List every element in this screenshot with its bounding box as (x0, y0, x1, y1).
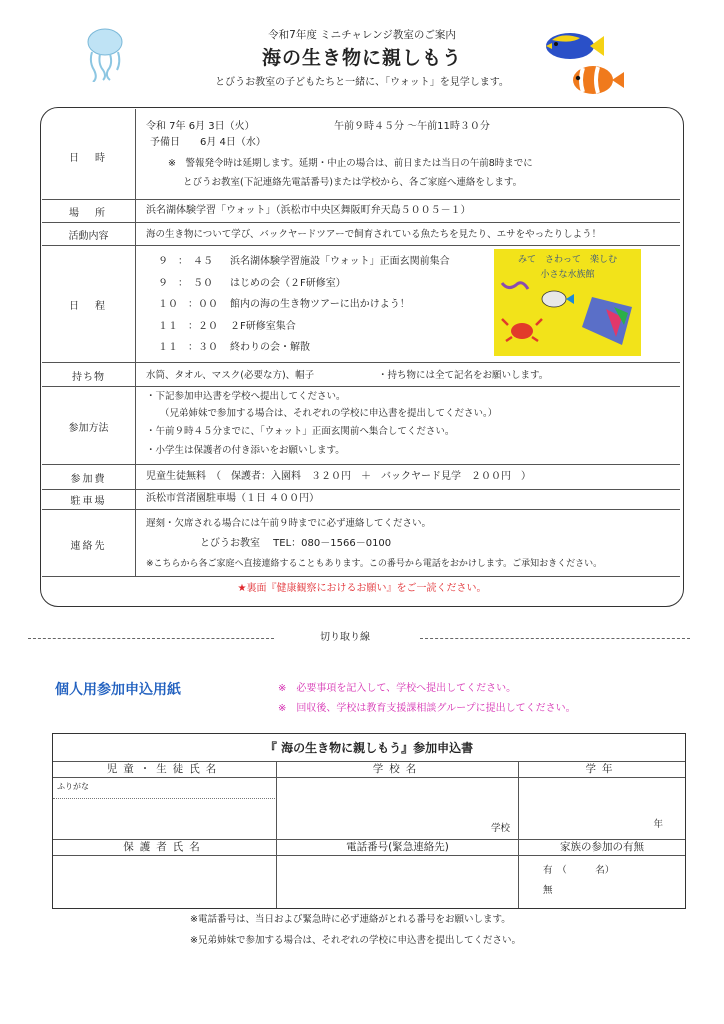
schedule-time: １１ ：２０ (158, 321, 218, 332)
activity-label: 活動内容 (68, 231, 109, 242)
contact-phone: とびうお教室 TEL：080－1566－0100 (200, 538, 392, 549)
schedule-text: ２F研修室集合 (230, 321, 296, 332)
row-divider (42, 489, 680, 490)
family-header: 家族の参加の有無 (519, 840, 685, 856)
school-suffix: 学校 (490, 823, 510, 834)
row-divider (42, 222, 680, 223)
method-line: ・午前９時４５分までに、「ウォット」正面玄関前へ集合してください。 (146, 426, 455, 437)
contact-line: ※こちらから各ご家庭へ直接連絡することもあります。この番号から電話をおかけします。ご承知おきください。 (146, 559, 603, 569)
schedule-time: ９ ： ４５ (158, 256, 213, 267)
family-field[interactable] (519, 856, 685, 908)
phone-field[interactable] (277, 856, 519, 908)
activity-value: 海の生き物について学び、バックヤードツアーで飼育されている魚たちを見たり、エサをやったりしよう！ (146, 229, 602, 240)
contact-label: 連絡先 (70, 541, 107, 552)
application-form (52, 733, 686, 909)
family-yes-option: 有 （ 名） (543, 865, 615, 876)
row-divider (42, 245, 680, 246)
health-notice: ★裏面『健康観察におけるお願い』をご一読ください。 (237, 583, 487, 594)
illustration-title: みて さわって 楽しむ (518, 255, 617, 265)
schedule-label: 日 程 (69, 301, 108, 312)
date-note-2: とびうお教室(下記連絡先電話番号)または学校から、各ご家庭へ連絡をします。 (183, 177, 523, 188)
parking-label: 駐車場 (70, 496, 107, 507)
place-label: 場 所 (69, 208, 108, 219)
sea-creatures-icon (494, 279, 641, 356)
grade-field[interactable] (519, 778, 685, 840)
guardian-name-header: 保護者氏名 (53, 840, 277, 856)
footnote-2: ※兄弟姉妹で参加する場合は、それぞれの学校に申込書を提出してください。 (190, 935, 521, 946)
row-divider (42, 576, 680, 577)
date-time: 午前９時４５分 ～午前11時３０分 (334, 121, 490, 132)
schedule-time: ９ ： ５０ (158, 278, 213, 289)
aquarium-illustration (494, 249, 641, 356)
items-label: 持ち物 (72, 372, 105, 383)
page-subtitle: 令和7年度 ミニチャレンジ教室のご案内 (268, 29, 456, 41)
parking-value: 浜松市営渚園駐車場（１日 ４００円） (146, 493, 320, 504)
page-title: 海の生き物に親しもう (261, 47, 462, 69)
row-divider (42, 386, 680, 387)
date-note-1: ※ 警報発令時は延期します。延期・中止の場合は、前日または当日の午前8時までに (168, 158, 533, 169)
method-line: （兄弟姉妹で参加する場合は、それぞれの学校に申込書を提出してください。） (160, 408, 498, 419)
grade-header: 学年 (519, 762, 685, 778)
method-line: ・下記参加申込書を学校へ提出してください。 (146, 391, 346, 402)
page-description: とびうお教室の子どもたちと一緒に、「ウォット」を見学します。 (215, 77, 509, 88)
method-label: 参加方法 (68, 423, 109, 434)
application-heading: 個人用参加申込用紙 (55, 682, 181, 698)
guardian-name-field[interactable] (53, 856, 277, 908)
schedule-text: はじめの会（２F研修室） (230, 278, 346, 289)
schedule-time: １１ ：３０ (158, 342, 218, 353)
items-note: ・持ち物には全て記名をお願いします。 (378, 370, 549, 381)
date-reserve: 予備日 6月 4日（水） (150, 137, 266, 148)
student-name-field[interactable] (53, 778, 277, 840)
method-line: ・小学生は保護者の付き添いをお願いします。 (146, 445, 345, 456)
cut-line-right (420, 638, 690, 639)
items-value: 水筒、タオル、マスク(必要な方)、帽子 (146, 370, 315, 381)
row-divider (42, 199, 680, 200)
schedule-time: １０ ：００ (158, 299, 218, 310)
label-column-divider (135, 109, 136, 576)
application-note-1: ※ 必要事項を記入して、学校へ提出してください。 (278, 683, 517, 694)
schedule-text: 館内の海の生き物ツアーに出かけよう！ (230, 299, 410, 310)
school-name-field[interactable] (277, 778, 519, 840)
fee-value: 児童生徒無料 （ 保護者：入園料 ３２０円 ＋ バックヤード見学 ２００円 ） (146, 471, 531, 482)
fee-label: 参加費 (70, 474, 107, 485)
student-name-header: 児童・生徒氏名 (53, 762, 277, 778)
tropical-fish-icon (528, 24, 638, 108)
furigana-label: ふりがな (57, 782, 89, 791)
row-divider (42, 509, 680, 510)
date-main: 令和 7年 6月 3日（火） (146, 121, 255, 132)
family-no-option: 無 (543, 885, 553, 896)
form-title: 『 海の生き物に親しもう』参加申込書 (53, 734, 685, 762)
schedule-text: 浜名湖体験学習施設「ウォット」正面玄関前集合 (230, 256, 450, 267)
schedule-text: 終わりの会・解散 (230, 342, 310, 353)
phone-header: 電話番号(緊急連絡先) (277, 840, 519, 856)
illustration-subtitle: 小さな水族館 (540, 270, 595, 280)
contact-line: 遅刻・欠席される場合には午前９時までに必ず連絡してください。 (146, 518, 432, 529)
application-note-2: ※ 回収後、学校は教育支援課相談グループに提出してください。 (278, 703, 576, 714)
school-name-header: 学校名 (277, 762, 519, 778)
cut-line-label: 切り取り線 (320, 632, 370, 643)
row-divider (42, 464, 680, 465)
footnote-1: ※電話番号は、当日および緊急時に必ず連絡がとれる番号をお願いします。 (190, 914, 511, 925)
date-label: 日 時 (69, 153, 108, 164)
row-divider (42, 362, 680, 363)
grade-suffix: 年 (653, 819, 663, 830)
cut-line-left (28, 638, 274, 639)
place-value: 浜名湖体験学習「ウォット」（浜松市中央区舞阪町弁天島５００５－１） (146, 205, 471, 216)
